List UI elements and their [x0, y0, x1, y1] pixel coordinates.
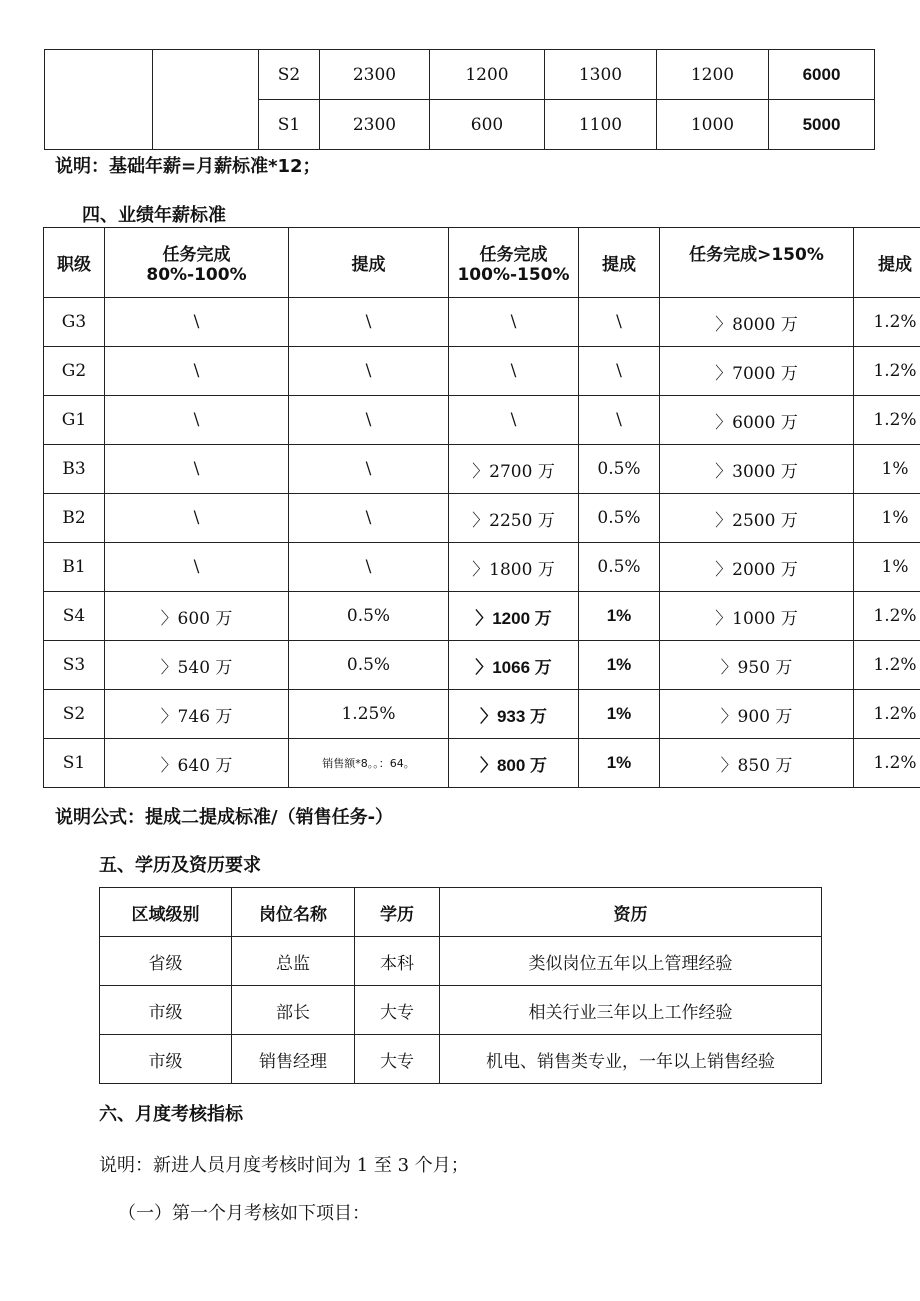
- cell: 2300: [320, 50, 430, 100]
- cell: 本科: [355, 937, 440, 986]
- cell: 1.2%: [854, 592, 920, 641]
- cell: 市级: [100, 986, 232, 1035]
- cell: B1: [44, 543, 105, 592]
- section-title-6: 六、月度考核指标: [99, 1104, 243, 1125]
- cell: 1%: [854, 543, 920, 592]
- cell: 1%: [579, 592, 660, 641]
- cell: 1200: [430, 50, 545, 100]
- cell: \: [289, 347, 449, 396]
- cell: \: [289, 445, 449, 494]
- cell: 600: [430, 100, 545, 150]
- section-title-5: 五、学历及资历要求: [99, 855, 261, 876]
- total-cell: 5000: [769, 100, 875, 150]
- header-cell: 区域级别: [100, 888, 232, 937]
- empty-cell: [153, 50, 259, 150]
- table-header-row: [44, 228, 920, 298]
- header-cell: 任务完成 100%-150%: [449, 228, 579, 298]
- cell: \: [105, 298, 289, 347]
- table-row: [100, 986, 822, 1035]
- table-row: [44, 396, 920, 445]
- cell: 0.5%: [579, 494, 660, 543]
- base-salary-table: [44, 49, 875, 150]
- table-row: [44, 690, 920, 739]
- cell: 总监: [232, 937, 355, 986]
- cell: 1.2%: [854, 347, 920, 396]
- table-row: [44, 543, 920, 592]
- note-base-salary: [55, 152, 321, 178]
- cell: 市级: [100, 1035, 232, 1084]
- cell: \: [105, 494, 289, 543]
- probation-note: 说明：新进人员月度考核时间为 1 至 3 个月；: [99, 1155, 469, 1176]
- cell: 1000: [657, 100, 769, 150]
- cell: S2: [44, 690, 105, 739]
- cell: 0.5%: [579, 445, 660, 494]
- cell: 〉850 万: [660, 739, 854, 788]
- cell: 1.2%: [854, 690, 920, 739]
- total-cell: 6000: [769, 50, 875, 100]
- cell: G2: [44, 347, 105, 396]
- cell: \: [449, 298, 579, 347]
- subsection-1: （一）第一个月考核如下项目：: [118, 1203, 370, 1224]
- cell: 省级: [100, 937, 232, 986]
- cell: S1: [259, 100, 320, 150]
- cell: 〉900 万: [660, 690, 854, 739]
- cell: \: [289, 494, 449, 543]
- cell: 1%: [854, 494, 920, 543]
- cell: \: [105, 543, 289, 592]
- header-cell: 提成: [289, 228, 449, 298]
- cell: 〉933 万: [449, 690, 579, 739]
- performance-salary-table: [43, 227, 920, 788]
- cell: S3: [44, 641, 105, 690]
- cell: 1200: [657, 50, 769, 100]
- cell: 销售额*8。。：64。: [289, 739, 449, 788]
- table-row: [100, 1035, 822, 1084]
- cell: 〉746 万: [105, 690, 289, 739]
- cell: 2300: [320, 100, 430, 150]
- cell: 〉1066 万: [449, 641, 579, 690]
- cell: \: [289, 396, 449, 445]
- cell: 类似岗位五年以上管理经验: [440, 937, 822, 986]
- cell: 〉6000 万: [660, 396, 854, 445]
- cell: 1.2%: [854, 739, 920, 788]
- cell: B2: [44, 494, 105, 543]
- cell: 机电、销售类专业，一年以上销售经验: [440, 1035, 822, 1084]
- cell: 〉1000 万: [660, 592, 854, 641]
- cell: 1%: [579, 739, 660, 788]
- cell: 相关行业三年以上工作经验: [440, 986, 822, 1035]
- empty-cell: [45, 50, 153, 150]
- cell: \: [105, 396, 289, 445]
- cell: 〉640 万: [105, 739, 289, 788]
- cell: 〉3000 万: [660, 445, 854, 494]
- cell: \: [289, 543, 449, 592]
- cell: \: [449, 347, 579, 396]
- cell: 〉1200 万: [449, 592, 579, 641]
- table-row: [44, 592, 920, 641]
- cell: S2: [259, 50, 320, 100]
- formula-note: 说明公式：提成二提成标准/（销售任务-）: [55, 807, 394, 828]
- cell: S1: [44, 739, 105, 788]
- cell: 0.5%: [579, 543, 660, 592]
- table-row: [44, 445, 920, 494]
- cell: 1300: [545, 50, 657, 100]
- cell: 1.2%: [854, 641, 920, 690]
- table-row: [44, 641, 920, 690]
- cell: 1.25%: [289, 690, 449, 739]
- cell: G1: [44, 396, 105, 445]
- cell: \: [105, 347, 289, 396]
- cell: 1%: [854, 445, 920, 494]
- table-row: [45, 50, 875, 100]
- cell: 〉2250 万: [449, 494, 579, 543]
- cell: 〉8000 万: [660, 298, 854, 347]
- header-cell: 学历: [355, 888, 440, 937]
- cell: \: [579, 347, 660, 396]
- header-cell: 任务完成>150%: [660, 228, 854, 298]
- cell: \: [579, 396, 660, 445]
- table-row: [100, 937, 822, 986]
- cell: \: [289, 298, 449, 347]
- header-cell: 岗位名称: [232, 888, 355, 937]
- cell: 大专: [355, 986, 440, 1035]
- header-cell: 职级: [44, 228, 105, 298]
- cell: 0.5%: [289, 592, 449, 641]
- table-header-row: [100, 888, 822, 937]
- cell: 大专: [355, 1035, 440, 1084]
- header-cell: 提成: [854, 228, 920, 298]
- cell: \: [579, 298, 660, 347]
- header-cell: 提成: [579, 228, 660, 298]
- cell: 1%: [579, 690, 660, 739]
- note-text: 说明：基础年薪=月薪标准*12；: [55, 156, 321, 177]
- cell: G3: [44, 298, 105, 347]
- table-row: [44, 298, 920, 347]
- cell: 1.2%: [854, 396, 920, 445]
- cell: 部长: [232, 986, 355, 1035]
- cell: 〉2700 万: [449, 445, 579, 494]
- table-row: [44, 494, 920, 543]
- cell: B3: [44, 445, 105, 494]
- cell: 1100: [545, 100, 657, 150]
- cell: 销售经理: [232, 1035, 355, 1084]
- cell: \: [449, 396, 579, 445]
- header-cell: 任务完成 80%-100%: [105, 228, 289, 298]
- cell: 〉1800 万: [449, 543, 579, 592]
- cell: 〉600 万: [105, 592, 289, 641]
- education-requirements-table: [99, 887, 822, 1084]
- cell: 0.5%: [289, 641, 449, 690]
- table-row: [44, 739, 920, 788]
- cell: 〉7000 万: [660, 347, 854, 396]
- cell: 1%: [579, 641, 660, 690]
- cell: 〉950 万: [660, 641, 854, 690]
- cell: 〉2000 万: [660, 543, 854, 592]
- cell: 1.2%: [854, 298, 920, 347]
- section-title-4: 四、业绩年薪标准: [82, 205, 226, 226]
- cell: 〉800 万: [449, 739, 579, 788]
- cell: 〉2500 万: [660, 494, 854, 543]
- cell: 〉540 万: [105, 641, 289, 690]
- header-cell: 资历: [440, 888, 822, 937]
- cell: \: [105, 445, 289, 494]
- cell: S4: [44, 592, 105, 641]
- table-row: [44, 347, 920, 396]
